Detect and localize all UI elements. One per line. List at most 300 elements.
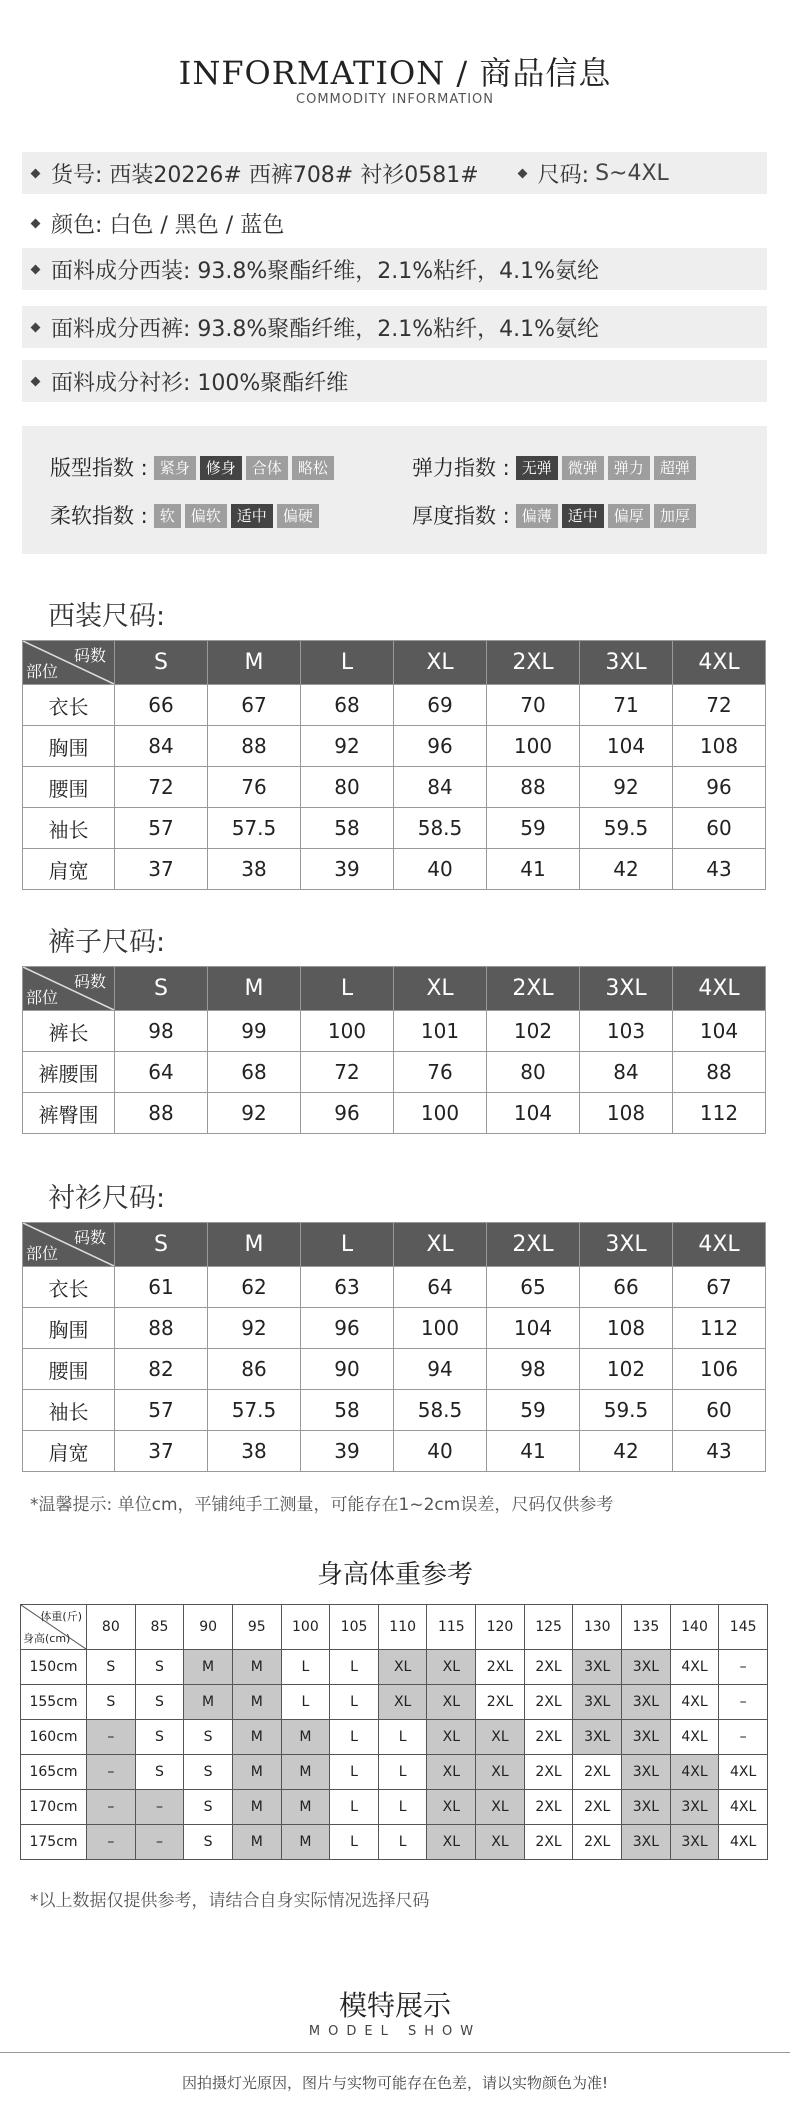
index-elastic-options <box>516 454 700 480</box>
index-option-tag: 无弹 <box>516 456 558 480</box>
weight-column-header: 115 <box>427 1605 476 1650</box>
recommended-size-cell: M <box>281 1825 330 1860</box>
size-value-cell: 84 <box>580 1052 673 1093</box>
size-value-cell: 39 <box>301 849 394 890</box>
recommended-size-cell: S <box>87 1650 136 1685</box>
recommended-size-cell: L <box>330 1790 379 1825</box>
table-row <box>23 685 766 726</box>
size-value-cell: 59 <box>487 808 580 849</box>
info-row-fabric-suit <box>22 248 767 290</box>
height-label: 150cm <box>21 1650 87 1685</box>
size-value-cell: 103 <box>580 1011 673 1052</box>
recommended-size-cell: 3XL <box>622 1755 671 1790</box>
size-value-cell: 66 <box>580 1267 673 1308</box>
size-value-cell: 61 <box>115 1267 208 1308</box>
index-elastic-label: 弹力指数 : <box>412 456 510 480</box>
size-value-cell: 96 <box>394 726 487 767</box>
recommended-size-cell: L <box>330 1825 379 1860</box>
size-value: S~4XL <box>595 160 669 186</box>
index-soft <box>50 500 323 530</box>
size-value-cell: 69 <box>394 685 487 726</box>
divider <box>0 2052 790 2053</box>
size-value-cell: 58 <box>301 808 394 849</box>
recommended-size-cell: M <box>281 1790 330 1825</box>
recommended-size-cell: 4XL <box>670 1755 719 1790</box>
size-value-cell: 102 <box>487 1011 580 1052</box>
size-column-header: 2XL <box>487 1223 580 1267</box>
size-value-cell: 108 <box>580 1093 673 1134</box>
recommended-size-cell: 4XL <box>670 1650 719 1685</box>
size-value-cell: 94 <box>394 1349 487 1390</box>
table-row <box>23 1267 766 1308</box>
part-label: 裤臀围 <box>23 1093 115 1134</box>
reference-corner-header <box>21 1605 87 1650</box>
size-value-cell: 102 <box>580 1349 673 1390</box>
size-value-cell: 96 <box>301 1093 394 1134</box>
index-thick-options <box>516 502 700 528</box>
size-value-cell: 88 <box>208 726 301 767</box>
table-row <box>21 1755 768 1790</box>
table-row <box>23 1349 766 1390</box>
size-value-cell: 104 <box>487 1308 580 1349</box>
size-value-cell: 100 <box>487 726 580 767</box>
height-label: 170cm <box>21 1790 87 1825</box>
size-value-cell: 100 <box>301 1011 394 1052</box>
item-number: 货号: 西装20226# 西裤708# 衬衫0581# <box>51 162 479 188</box>
recommended-size-cell: S <box>184 1825 233 1860</box>
size-value-cell: 58.5 <box>394 808 487 849</box>
recommended-size-cell: L <box>330 1650 379 1685</box>
page-title-en: INFORMATION / <box>178 54 469 92</box>
page-subtitle: COMMODITY INFORMATION <box>296 92 494 107</box>
index-option-tag: 偏软 <box>185 504 227 528</box>
size-value-cell: 40 <box>394 849 487 890</box>
size-value-cell: 59.5 <box>580 1390 673 1431</box>
size-value-cell: 38 <box>208 849 301 890</box>
weight-column-header: 105 <box>330 1605 379 1650</box>
recommended-size-cell: S <box>135 1720 184 1755</box>
size-column-header: 3XL <box>580 641 673 685</box>
index-option-tag: 适中 <box>562 504 604 528</box>
diamond-bullet-icon <box>31 322 41 332</box>
size-value-cell: 42 <box>580 1431 673 1472</box>
table-row <box>21 1790 768 1825</box>
size-value-cell: 84 <box>394 767 487 808</box>
size-label: 尺码: <box>537 162 590 188</box>
size-value-cell: 90 <box>301 1349 394 1390</box>
recommended-size-cell: XL <box>476 1755 525 1790</box>
recommended-size-cell: XL <box>378 1650 427 1685</box>
size-value-cell: 88 <box>673 1052 766 1093</box>
height-label: 155cm <box>21 1685 87 1720</box>
size-value-cell: 104 <box>487 1093 580 1134</box>
reference-note: *以上数据仅提供参考，请结合自身实际情况选择尺码 <box>30 1891 430 1911</box>
recommended-size-cell: S <box>184 1790 233 1825</box>
size-value-cell: 72 <box>301 1052 394 1093</box>
table-row <box>21 1650 768 1685</box>
size-value-cell: 43 <box>673 849 766 890</box>
page-title-cn: 商品信息 <box>479 54 612 92</box>
size-value-cell: 80 <box>301 767 394 808</box>
recommended-size-cell: – <box>135 1790 184 1825</box>
size-value-cell: 60 <box>673 1390 766 1431</box>
table-row <box>21 1685 768 1720</box>
size-value-cell: 68 <box>208 1052 301 1093</box>
corner-part-label: 部位 <box>26 1244 59 1263</box>
size-value-cell: 104 <box>673 1011 766 1052</box>
size-value-cell: 88 <box>487 767 580 808</box>
height-label: 160cm <box>21 1720 87 1755</box>
size-value-cell: 76 <box>394 1052 487 1093</box>
model-show-title: 模特展示 <box>338 1989 451 2022</box>
recommended-size-cell: 3XL <box>573 1720 622 1755</box>
height-weight-table <box>20 1604 768 1860</box>
size-value-cell: 59 <box>487 1390 580 1431</box>
weight-column-header: 100 <box>281 1605 330 1650</box>
reference-title: 身高体重参考 <box>316 1560 473 1590</box>
recommended-size-cell: XL <box>476 1790 525 1825</box>
index-option-tag: 略松 <box>292 456 334 480</box>
size-value-cell: 57 <box>115 1390 208 1431</box>
size-value-cell: 42 <box>580 849 673 890</box>
recommended-size-cell: S <box>135 1650 184 1685</box>
size-column-header: 4XL <box>673 967 766 1011</box>
recommended-size-cell: 2XL <box>573 1825 622 1860</box>
recommended-size-cell: M <box>232 1755 281 1790</box>
index-thick <box>412 500 700 530</box>
size-column-header: S <box>115 1223 208 1267</box>
recommended-size-cell: 2XL <box>573 1755 622 1790</box>
table-row <box>23 1431 766 1472</box>
size-value-cell: 112 <box>673 1093 766 1134</box>
index-option-tag: 偏厚 <box>608 504 650 528</box>
part-label: 裤长 <box>23 1011 115 1052</box>
recommended-size-cell: XL <box>378 1685 427 1720</box>
recommended-size-cell: 2XL <box>524 1650 573 1685</box>
size-value-cell: 92 <box>580 767 673 808</box>
index-soft-label: 柔软指数 : <box>50 504 148 528</box>
size-value-cell: 37 <box>115 849 208 890</box>
recommended-size-cell: 4XL <box>719 1755 768 1790</box>
size-value-cell: 92 <box>208 1093 301 1134</box>
size-value-cell: 67 <box>673 1267 766 1308</box>
recommended-size-cell: – <box>719 1650 768 1685</box>
size-value-cell: 96 <box>673 767 766 808</box>
size-column-header: 4XL <box>673 641 766 685</box>
part-label: 腰围 <box>23 1349 115 1390</box>
fabric-shirt: 面料成分衬衫: 100%聚酯纤维 <box>51 370 349 396</box>
size-value-cell: 80 <box>487 1052 580 1093</box>
recommended-size-cell: S <box>135 1685 184 1720</box>
table-row <box>23 767 766 808</box>
index-option-tag: 适中 <box>231 504 273 528</box>
corner-size-label: 码数 <box>73 1228 106 1247</box>
size-value-cell: 82 <box>115 1349 208 1390</box>
recommended-size-cell: 2XL <box>524 1685 573 1720</box>
size-value-cell: 104 <box>580 726 673 767</box>
recommended-size-cell: L <box>330 1755 379 1790</box>
recommended-size-cell: 4XL <box>719 1825 768 1860</box>
size-value-cell: 98 <box>115 1011 208 1052</box>
recommended-size-cell: S <box>87 1685 136 1720</box>
size-value-cell: 72 <box>673 685 766 726</box>
size-value-cell: 60 <box>673 808 766 849</box>
size-column-header: 4XL <box>673 1223 766 1267</box>
table-corner-header <box>23 1223 115 1267</box>
part-label: 胸围 <box>23 1308 115 1349</box>
info-row-color <box>22 202 767 244</box>
table-corner-header <box>23 641 115 685</box>
size-value-cell: 112 <box>673 1308 766 1349</box>
recommended-size-cell: L <box>378 1790 427 1825</box>
recommended-size-cell: M <box>232 1720 281 1755</box>
table-row <box>23 849 766 890</box>
part-label: 腰围 <box>23 767 115 808</box>
size-column-header: 2XL <box>487 967 580 1011</box>
recommended-size-cell: 2XL <box>524 1720 573 1755</box>
recommended-size-cell: 3XL <box>670 1825 719 1860</box>
table-corner-header <box>23 967 115 1011</box>
recommended-size-cell: M <box>232 1825 281 1860</box>
height-label: 175cm <box>21 1825 87 1860</box>
recommended-size-cell: L <box>378 1755 427 1790</box>
info-row-fabric-shirt <box>22 360 767 402</box>
recommended-size-cell: – <box>135 1825 184 1860</box>
recommended-size-cell: – <box>719 1685 768 1720</box>
size-value-cell: 92 <box>208 1308 301 1349</box>
recommended-size-cell: M <box>232 1650 281 1685</box>
index-fit-options <box>154 454 338 480</box>
diamond-bullet-icon <box>31 218 41 228</box>
weight-column-header: 95 <box>232 1605 281 1650</box>
part-label: 肩宽 <box>23 849 115 890</box>
weight-column-header: 120 <box>476 1605 525 1650</box>
color-options: 颜色: 白色 / 黑色 / 蓝色 <box>51 212 285 238</box>
size-column-header: S <box>115 641 208 685</box>
size-value-cell: 64 <box>394 1267 487 1308</box>
index-option-tag: 合体 <box>246 456 288 480</box>
recommended-size-cell: – <box>87 1825 136 1860</box>
recommended-size-cell: 3XL <box>670 1790 719 1825</box>
weight-column-header: 135 <box>622 1605 671 1650</box>
recommended-size-cell: L <box>378 1720 427 1755</box>
index-thick-label: 厚度指数 : <box>412 504 510 528</box>
size-column-header: XL <box>394 1223 487 1267</box>
size-value-cell: 70 <box>487 685 580 726</box>
recommended-size-cell: XL <box>476 1825 525 1860</box>
recommended-size-cell: L <box>330 1720 379 1755</box>
size-value-cell: 62 <box>208 1267 301 1308</box>
weight-column-header: 85 <box>135 1605 184 1650</box>
recommended-size-cell: 2XL <box>524 1755 573 1790</box>
size-value-cell: 43 <box>673 1431 766 1472</box>
recommended-size-cell: 2XL <box>524 1790 573 1825</box>
index-fit-label: 版型指数 : <box>50 456 148 480</box>
index-option-tag: 弹力 <box>608 456 650 480</box>
recommended-size-cell: S <box>184 1720 233 1755</box>
size-value-cell: 37 <box>115 1431 208 1472</box>
recommended-size-cell: 3XL <box>622 1825 671 1860</box>
recommended-size-cell: M <box>232 1790 281 1825</box>
part-label: 衣长 <box>23 1267 115 1308</box>
size-value-cell: 63 <box>301 1267 394 1308</box>
recommended-size-cell: 4XL <box>719 1790 768 1825</box>
size-column-header: M <box>208 641 301 685</box>
size-value-cell: 92 <box>301 726 394 767</box>
size-value-cell: 76 <box>208 767 301 808</box>
recommended-size-cell: S <box>184 1755 233 1790</box>
size-value-cell: 108 <box>580 1308 673 1349</box>
index-option-tag: 偏薄 <box>516 504 558 528</box>
recommended-size-cell: M <box>184 1685 233 1720</box>
size-value-cell: 39 <box>301 1431 394 1472</box>
height-axis-label: 身高(cm) <box>23 1632 71 1645</box>
recommended-size-cell: XL <box>476 1720 525 1755</box>
recommended-size-cell: L <box>281 1685 330 1720</box>
diamond-bullet-icon <box>31 376 41 386</box>
index-elastic <box>412 452 700 482</box>
size-value-cell: 71 <box>580 685 673 726</box>
part-label: 衣长 <box>23 685 115 726</box>
table-row <box>23 1308 766 1349</box>
size-value-cell: 100 <box>394 1093 487 1134</box>
size-column-header: M <box>208 967 301 1011</box>
shirt-size-table <box>22 1222 766 1472</box>
recommended-size-cell: L <box>281 1650 330 1685</box>
size-value-cell: 57.5 <box>208 1390 301 1431</box>
size-value-cell: 72 <box>115 767 208 808</box>
recommended-size-cell: M <box>281 1720 330 1755</box>
diamond-bullet-icon <box>517 168 527 178</box>
size-value-cell: 88 <box>115 1308 208 1349</box>
table-row <box>23 1390 766 1431</box>
info-row-fabric-pants <box>22 306 767 348</box>
size-column-header: 2XL <box>487 641 580 685</box>
recommended-size-cell: S <box>135 1755 184 1790</box>
recommended-size-cell: M <box>184 1650 233 1685</box>
table-row <box>23 726 766 767</box>
size-value-cell: 68 <box>301 685 394 726</box>
footer-note: 因拍摄灯光原因，图片与实物可能存在色差，请以实物颜色为准! <box>181 2074 609 2092</box>
part-label: 袖长 <box>23 1390 115 1431</box>
table-row <box>23 1093 766 1134</box>
size-value-cell: 40 <box>394 1431 487 1472</box>
size-column-header: XL <box>394 967 487 1011</box>
fabric-suit: 面料成分西装: 93.8%聚酯纤维，2.1%粘纤，4.1%氨纶 <box>51 258 600 284</box>
size-column-header: L <box>301 641 394 685</box>
part-label: 袖长 <box>23 808 115 849</box>
recommended-size-cell: XL <box>427 1755 476 1790</box>
suit-size-table <box>22 640 766 890</box>
size-value-cell: 88 <box>115 1093 208 1134</box>
info-row-item-no <box>22 152 767 194</box>
weight-column-header: 90 <box>184 1605 233 1650</box>
size-value-cell: 57.5 <box>208 808 301 849</box>
index-option-tag: 超弹 <box>654 456 696 480</box>
table-row <box>23 1052 766 1093</box>
size-value-cell: 57 <box>115 808 208 849</box>
size-value-cell: 84 <box>115 726 208 767</box>
recommended-size-cell: 3XL <box>622 1720 671 1755</box>
model-show-subtitle: MODEL SHOW <box>308 2024 482 2039</box>
weight-column-header: 125 <box>524 1605 573 1650</box>
recommended-size-cell: 3XL <box>622 1685 671 1720</box>
size-value-cell: 100 <box>394 1308 487 1349</box>
recommended-size-cell: XL <box>427 1720 476 1755</box>
recommended-size-cell: 2XL <box>476 1685 525 1720</box>
recommended-size-cell: XL <box>427 1790 476 1825</box>
corner-part-label: 部位 <box>26 662 59 681</box>
table-row <box>21 1825 768 1860</box>
size-column-header: XL <box>394 641 487 685</box>
suit-size-title: 西装尺码: <box>48 601 166 632</box>
weight-column-header: 80 <box>87 1605 136 1650</box>
index-option-tag: 修身 <box>200 456 242 480</box>
recommended-size-cell: 2XL <box>476 1650 525 1685</box>
recommended-size-cell: M <box>232 1685 281 1720</box>
size-value-cell: 58.5 <box>394 1390 487 1431</box>
pants-size-title: 裤子尺码: <box>48 927 166 958</box>
weight-axis-label: 体重(斤) <box>40 1610 82 1623</box>
part-label: 裤腰围 <box>23 1052 115 1093</box>
size-value-cell: 65 <box>487 1267 580 1308</box>
corner-size-label: 码数 <box>73 646 106 665</box>
size-value-cell: 96 <box>301 1308 394 1349</box>
corner-part-label: 部位 <box>26 988 59 1007</box>
index-fit <box>50 452 338 482</box>
size-value-cell: 41 <box>487 849 580 890</box>
size-value-cell: 86 <box>208 1349 301 1390</box>
index-option-tag: 软 <box>154 504 181 528</box>
size-value-cell: 41 <box>487 1431 580 1472</box>
index-option-tag: 加厚 <box>654 504 696 528</box>
size-value-cell: 64 <box>115 1052 208 1093</box>
size-value-cell: 99 <box>208 1011 301 1052</box>
recommended-size-cell: 3XL <box>573 1650 622 1685</box>
diamond-bullet-icon <box>31 264 41 274</box>
index-panel <box>22 426 767 554</box>
recommended-size-cell: L <box>330 1685 379 1720</box>
shirt-size-title: 衬衫尺码: <box>48 1183 166 1214</box>
recommended-size-cell: M <box>281 1755 330 1790</box>
index-option-tag: 紧身 <box>154 456 196 480</box>
size-value-cell: 59.5 <box>580 808 673 849</box>
height-label: 165cm <box>21 1755 87 1790</box>
part-label: 肩宽 <box>23 1431 115 1472</box>
size-column-header: L <box>301 1223 394 1267</box>
size-value-cell: 106 <box>673 1349 766 1390</box>
recommended-size-cell: – <box>719 1720 768 1755</box>
weight-column-header: 145 <box>719 1605 768 1650</box>
recommended-size-cell: 2XL <box>524 1825 573 1860</box>
size-value-cell: 108 <box>673 726 766 767</box>
size-value-cell: 98 <box>487 1349 580 1390</box>
pants-size-table <box>22 966 766 1134</box>
size-value-cell: 38 <box>208 1431 301 1472</box>
table-row <box>23 808 766 849</box>
fabric-pants: 面料成分西裤: 93.8%聚酯纤维，2.1%粘纤，4.1%氨纶 <box>51 316 600 342</box>
table-row <box>23 1011 766 1052</box>
table-row <box>21 1720 768 1755</box>
weight-column-header: 110 <box>378 1605 427 1650</box>
recommended-size-cell: 4XL <box>670 1720 719 1755</box>
size-column-header: 3XL <box>580 967 673 1011</box>
size-value-cell: 58 <box>301 1390 394 1431</box>
page-title <box>0 48 790 94</box>
size-column-header: S <box>115 967 208 1011</box>
index-soft-options <box>154 502 323 528</box>
diamond-bullet-icon <box>31 168 41 178</box>
